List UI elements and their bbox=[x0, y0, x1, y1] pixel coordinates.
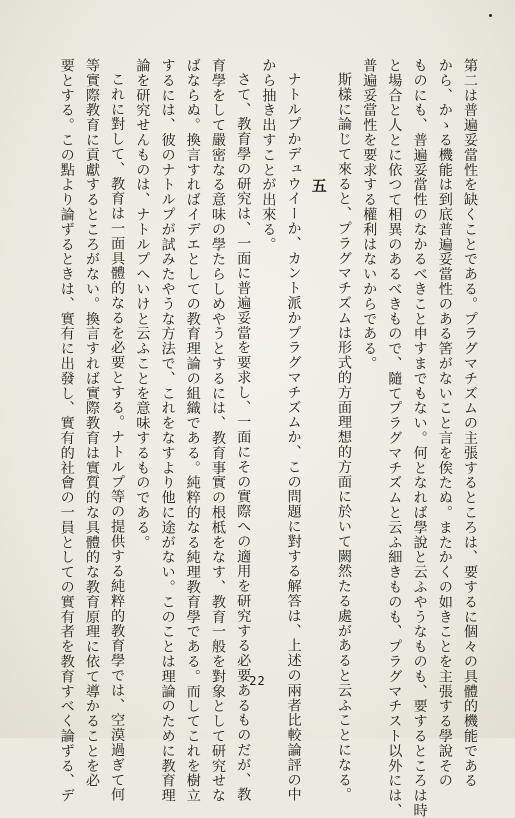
ink-speck bbox=[489, 14, 492, 17]
text-column: から、かゝる機能は到底普遍妥當性のある筈がないこと言を俟たぬ。またかくの如きことを主張する學說その bbox=[436, 58, 453, 789]
text-column: と場合と人とに依つて相異のあるべきもので、隨てプラグマチズムと云ふ細きものも、プラグマチスト以外には、 bbox=[386, 58, 403, 818]
text-column: 要とする。この點より論ずるときは、實有に出發し、實有的社會の一員としての實有者を教育すべく論ずる、デ bbox=[58, 58, 75, 803]
section-heading: 五 bbox=[309, 178, 328, 194]
text-column: 育學をして嚴密なる意味の學たらしめやうとするには、教育事實の根柢をなす、教育一般を對象として研究せな bbox=[209, 58, 226, 803]
text-column: ナトルプかデュウイーか、カント派かプラグマチズムか、この問題に對する解答は、上述の兩者比較論評の中 bbox=[285, 72, 302, 803]
text-column: 等實際教育に貢獻するところがない。換言すれば實際教育は實質的な具體的な教育原理に依て導かることを必 bbox=[83, 58, 100, 789]
text-column: ものにも、普遍妥當性のなかるべきこと申すまでもない。何となれば學說と云ふやうなものも、要するところは時 bbox=[411, 58, 428, 818]
text-column: 普遍妥當性を要求する權利はないからである。 bbox=[361, 58, 378, 371]
text-column: 論を研究せんものは、ナトルプへいけと云ふことを意味するものである。 bbox=[134, 58, 151, 550]
text-column: さて、教育學の研究は、一面に普遍妥當を要求し、一面にその實際への適用を研究する必要あるものだが、教 bbox=[235, 72, 252, 803]
text-column: 斯樣に論じて來ると、プラグマチズムは形式的方面理想的方面に於いて闕然たる處があると云ふことになる。 bbox=[335, 72, 352, 803]
text-column: するには、彼のナトルプが試みたやうな方法で、これをなすより他に途がない。このことは理論のために教育理 bbox=[159, 58, 176, 803]
text-column: から抽き出すことが出來る。 bbox=[260, 58, 277, 252]
text-column: これに對して、教育は一面具體的なるを必要とする。ナトルプ等の提供する純粹的教育學では、空漠過ぎて何 bbox=[109, 72, 126, 803]
text-column: 第二は普遍妥當性を缺くことである。プラグマチズムの主張するところは、要するに個々の具體的機能である bbox=[462, 58, 478, 789]
text-column: ばならぬ。換言すればイデエとしての教育理論の組織である。純粹的なる純理教育學である。而してこれを樹立 bbox=[184, 58, 201, 803]
page-number: 22 bbox=[249, 674, 266, 688]
